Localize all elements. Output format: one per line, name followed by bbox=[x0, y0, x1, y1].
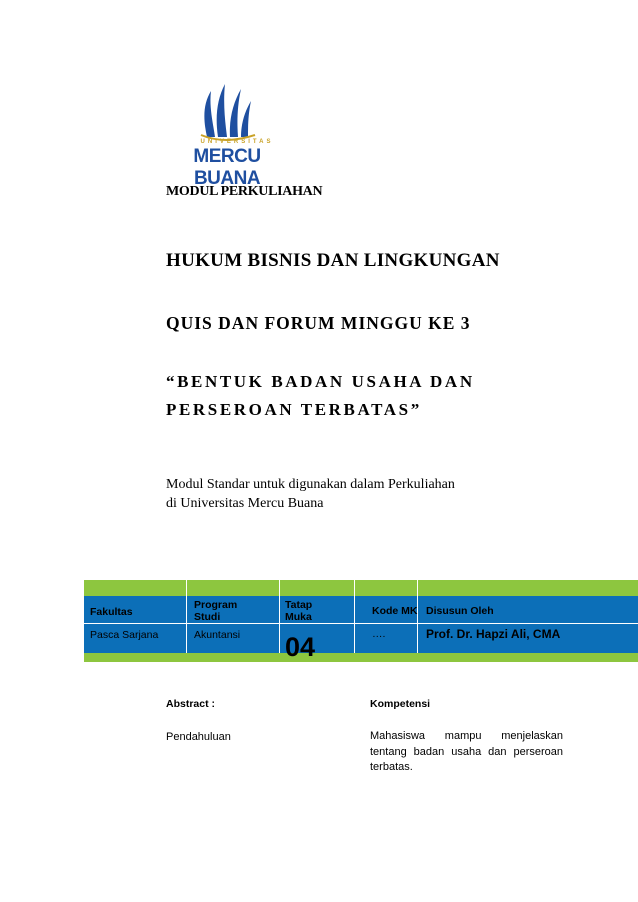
header-disusun-oleh: Disusun Oleh bbox=[426, 605, 494, 617]
topic-title-line1: “BENTUK BADAN USAHA DAN bbox=[166, 372, 475, 391]
header-tatap-muka-1: Tatap bbox=[285, 599, 313, 611]
header-fakultas: Fakultas bbox=[90, 606, 133, 618]
course-title: HUKUM BISNIS DAN LINGKUNGAN bbox=[166, 250, 500, 271]
table-row-divider bbox=[84, 623, 638, 624]
kompetensi-value: Mahasiswa mampu menjelaskan tentang badan usaha dan perseroan terbatas. bbox=[370, 730, 563, 773]
standard-description bbox=[166, 475, 455, 513]
column-divider bbox=[354, 580, 355, 653]
logo-top-text: UNIVERSITAS bbox=[200, 139, 274, 145]
university-logo bbox=[163, 79, 291, 189]
standard-line1: Modul Standar untuk digunakan dalam Perkuliahan bbox=[166, 477, 455, 492]
topic-title bbox=[166, 368, 566, 424]
header-tatap-muka-2: Muka bbox=[285, 611, 312, 623]
modul-label: MODUL PERKULIAHAN bbox=[166, 184, 323, 199]
value-tatap-muka: 04 bbox=[285, 632, 316, 662]
abstract-value: Pendahuluan bbox=[166, 731, 231, 743]
column-divider bbox=[186, 580, 187, 653]
band-blue-area bbox=[84, 596, 638, 653]
column-divider bbox=[279, 580, 280, 653]
value-program-studi: Akuntansi bbox=[194, 629, 241, 641]
topic-title-line2: PERSEROAN TERBATAS” bbox=[166, 400, 422, 419]
band-bottom-stripe bbox=[84, 653, 638, 662]
standard-line2: di Universitas Mercu Buana bbox=[166, 496, 324, 511]
logo-name: MERCU BUANA bbox=[193, 146, 261, 189]
band-top-stripe bbox=[84, 580, 638, 596]
quiz-title: QUIS DAN FORUM MINGGU KE 3 bbox=[166, 313, 471, 333]
value-disusun-oleh: Prof. Dr. Hapzi Ali, CMA bbox=[426, 627, 561, 641]
header-kode-mk: Kode MK bbox=[372, 605, 418, 617]
header-program-studi-2: Studi bbox=[194, 611, 221, 623]
course-info-table bbox=[84, 580, 638, 670]
value-kode-mk: …. bbox=[372, 628, 386, 640]
abstract-label: Abstract : bbox=[166, 698, 216, 710]
value-fakultas: Pasca Sarjana bbox=[90, 629, 159, 641]
header-program-studi-1: Program bbox=[194, 599, 238, 611]
kompetensi-label: Kompetensi bbox=[370, 698, 431, 710]
